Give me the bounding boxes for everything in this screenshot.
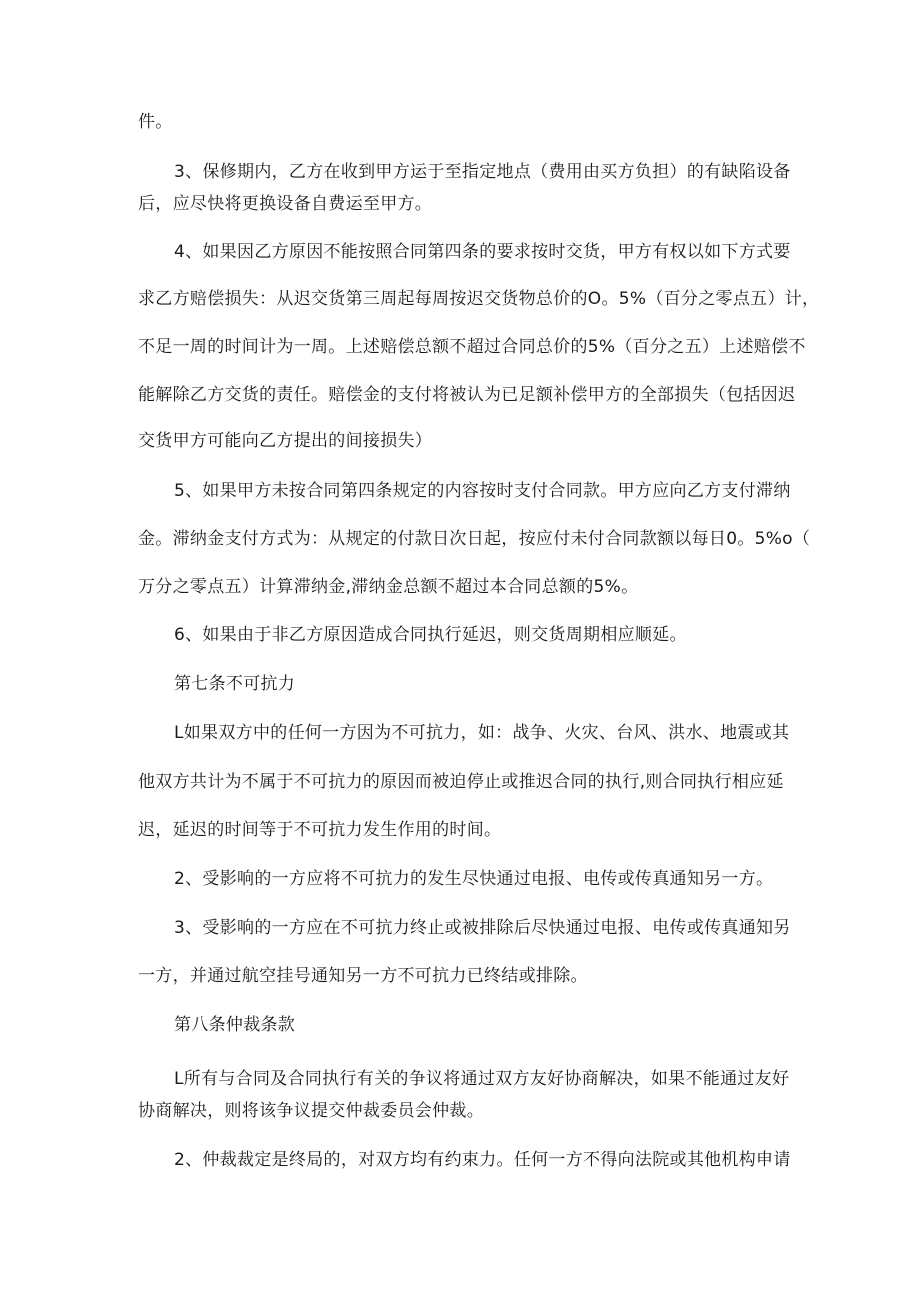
paragraph-5-line-2: 金。滞纳金支付方式为：从规定的付款日次日起，按应付未付合同款额以每日0。5%o（: [138, 529, 811, 549]
paragraph-6-line-1: 6、如果由于非乙方原因造成合同执行延迟，则交货周期相应顺延。: [174, 625, 687, 645]
section-heading-force-majeure: 第七条不可抗力: [174, 674, 296, 694]
paragraph-3-line-2: 后，应尽快将更换设备自费运至甲方。: [138, 194, 433, 214]
force-majeure-3-line-1: 3、受影响的一方应在不可抗力终止或被排除后尽快通过电报、电传或传真通知另: [174, 918, 791, 938]
arbitration-2-line-1: 2、仲裁裁定是终局的，对双方均有约束力。任何一方不得向法院或其他机构申请: [174, 1150, 791, 1170]
paragraph-3-line-1: 3、保修期内，乙方在收到甲方运于至指定地点（费用由买方负担）的有缺陷设备: [174, 162, 791, 182]
paragraph-4-line-4: 能解除乙方交货的责任。赔偿金的支付将被认为已足额补偿甲方的全部损失（包括因迟: [138, 385, 796, 405]
paragraph-4-line-3: 不足一周的时间计为一周。上述赔偿总额不超过合同总价的5%（百分之五）上述赔偿不: [138, 337, 806, 357]
arbitration-1-line-2: 协商解决，则将该争议提交仲裁委员会仲裁。: [138, 1101, 484, 1121]
force-majeure-2-line-1: 2、受影响的一方应将不可抗力的发生尽快通过电报、电传或传真通知另一方。: [174, 869, 774, 889]
force-majeure-1-line-3: 迟，延迟的时间等于不可抗力发生作用的时间。: [138, 820, 502, 840]
force-majeure-1-line-1: L如果双方中的任何一方因为不可抗力，如：战争、火灾、台风、洪水、地震或其: [174, 723, 790, 743]
text-line: 件。: [138, 112, 173, 132]
force-majeure-3-line-2: 一方，并通过航空挂号通知另一方不可抗力已终结或排除。: [138, 966, 588, 986]
arbitration-1-line-1: L所有与合同及合同执行有关的争议将通过双方友好协商解决，如果不能通过友好: [174, 1069, 790, 1089]
paragraph-4-line-1: 4、如果因乙方原因不能按照合同第四条的要求按时交货，甲方有权以如下方式要: [174, 242, 791, 262]
section-heading-arbitration: 第八条仲裁条款: [174, 1015, 296, 1035]
paragraph-5-line-1: 5、如果甲方未按合同第四条规定的内容按时支付合同款。甲方应向乙方支付滞纳: [174, 481, 791, 501]
paragraph-4-line-5: 交货甲方可能向乙方提出的间接损失）: [138, 431, 433, 451]
force-majeure-1-line-2: 他双方共计为不属于不可抗力的原因而被迫停止或推迟合同的执行,则合同执行相应延: [138, 772, 784, 792]
paragraph-4-line-2: 求乙方赔偿损失：从迟交货第三周起每周按迟交货物总价的O。5%（百分之零点五）计，: [138, 289, 820, 309]
paragraph-5-line-3: 万分之零点五）计算滞纳金,滞纳金总额不超过本合同总额的5%。: [138, 577, 639, 597]
